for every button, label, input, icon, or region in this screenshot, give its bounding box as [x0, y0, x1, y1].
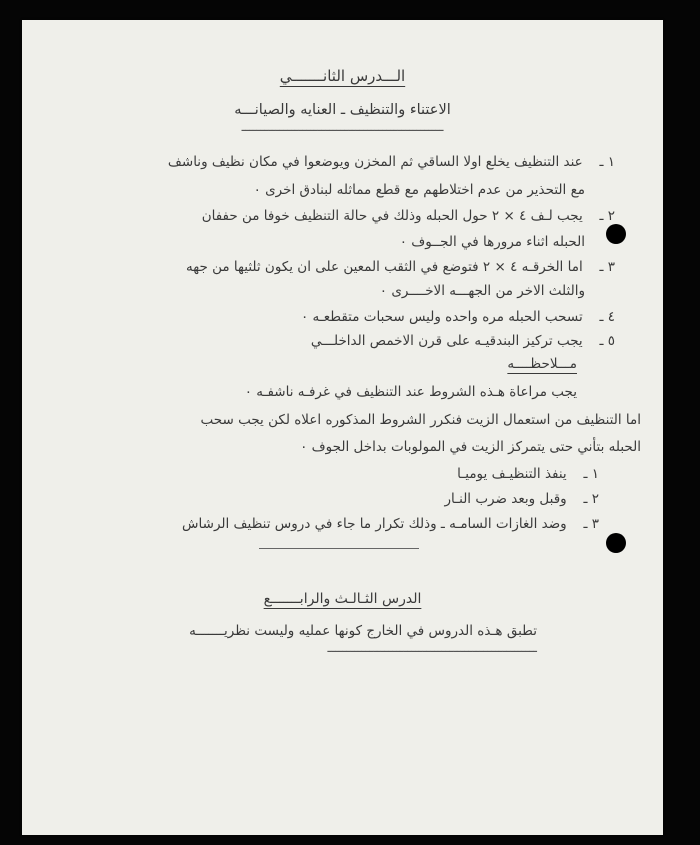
item-4-line [301, 309, 615, 325]
item-3-number: ٣ ـ [599, 259, 615, 275]
item-5-number: ٥ ـ [599, 333, 615, 349]
item-5-text: يجب تركيز البندقيـه على قرن الاخمص الداخلـــي [310, 333, 583, 349]
item-1-text: عند التنظيف يخلع اولا الساقي ثم المخزن ويوضعوا في مكان نظيف وناشف [167, 154, 583, 170]
item-2-text: يجب لـف ٤ × ٢ حول الحبله وذلك في حالة التنظيف خوفا من حففان [201, 208, 583, 224]
document-page [22, 20, 663, 835]
sub-item-1-text: ينفذ التنظيـف يوميـا [457, 466, 567, 482]
item-3-text: اما الخرقـه ٤ × ٢ فتوضع في الثقب المعين على ان يكون ثلثيها من جهه [186, 259, 583, 275]
item-1-line-2: مع التحذير من عدم اختلاطهم مع قطع مماثله لبنادق اخرى ٠ [253, 182, 585, 198]
item-4-number: ٤ ـ [599, 309, 615, 325]
sub-item-2 [445, 491, 599, 507]
item-2-line-2: الحبله اثناء مرورها في الجــوف ٠ [399, 234, 585, 250]
punch-hole-bottom [606, 533, 626, 553]
item-1-number: ١ ـ [599, 154, 615, 170]
item-2-line-1 [202, 208, 615, 224]
sub-item-3-text: وضد الغازات السامـه ـ وذلك تكرار ما جاء في دروس تنظيف الرشاش [182, 516, 567, 532]
item-3-line-1 [186, 259, 615, 275]
sub-item-2-text: وقبل وبعد ضرب النـار [444, 491, 567, 507]
item-4-text: تسحب الحبله مره واحده وليس سحبات متقطعـه ٠ [300, 309, 583, 325]
notes-heading: مـــلاحظــــه [507, 356, 577, 372]
note-line-1: يجب مراعاة هـذه الشروط عند التنظيف في غرفـه ناشفـه ٠ [244, 384, 577, 400]
sub-item-3 [182, 516, 599, 532]
lesson-title: الـــدرس الثانـــــــي [279, 67, 406, 85]
lesson-3-4-title: الدرس الثـالـث والرابـــــــع [263, 591, 422, 607]
subtitle-dashes: ـــــــــــــــــــــــــــــــــــــــــــــــــــــ [241, 120, 444, 135]
sub-item-3-number: ٣ ـ [583, 516, 599, 532]
sub-item-1 [457, 466, 599, 482]
sub-item-2-number: ٢ ـ [583, 491, 599, 507]
lesson-subtitle: الاعتناء والتنظيف ـ العنايه والصيانـــه [234, 102, 451, 118]
item-5-line [311, 333, 615, 349]
note-line-2: اما التنظيف من استعمال الزيت فنكرر الشروط المذكوره اعلاه لكن يجب سحب [200, 412, 641, 428]
sub-item-1-number: ١ ـ [583, 466, 599, 482]
lesson-3-4-dashes: ـــــــــــــــــــــــــــــــــــــــــــــــــــــــ [327, 641, 537, 656]
item-2-number: ٢ ـ [599, 208, 615, 224]
item-3-line-2: والثلث الاخر من الجهـــه الاخــــرى ٠ [379, 283, 585, 299]
note-line-3: الحبله بتأني حتى يتمركز الزيت في المولوبات بداخل الجوف ٠ [300, 439, 641, 455]
item-1-line-1 [168, 154, 615, 170]
separator-rule [259, 548, 419, 549]
punch-hole-top [606, 224, 626, 244]
lesson-3-4-text: تطبق هـذه الدروس في الخارج كونها عمليه وليست نظريـــــــه [189, 623, 537, 639]
